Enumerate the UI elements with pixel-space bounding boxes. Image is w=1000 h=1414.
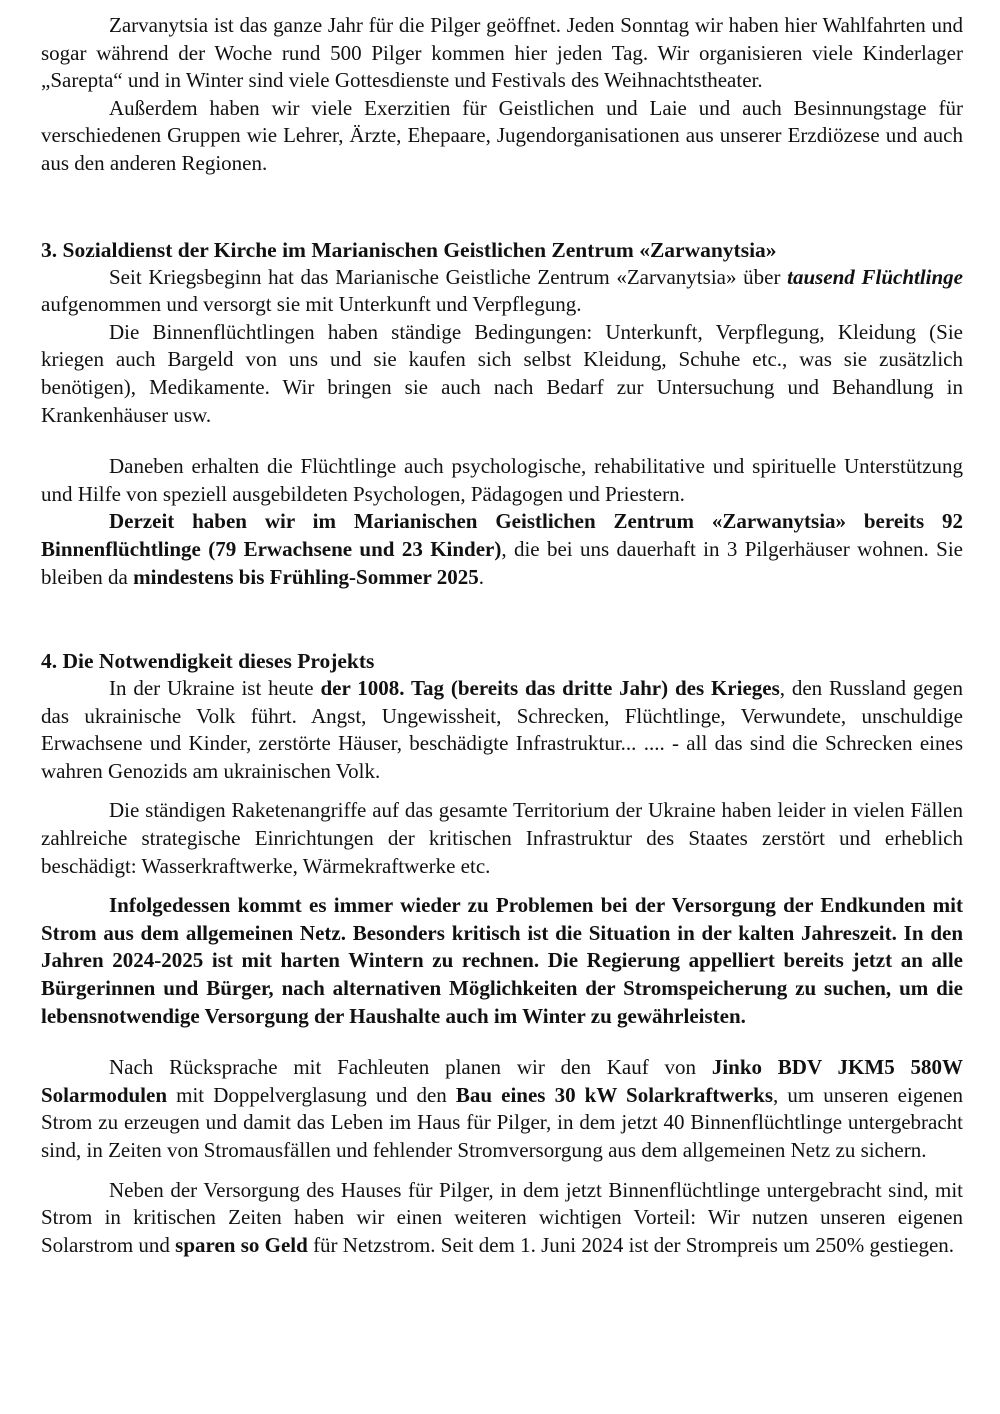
spacer [41, 1165, 963, 1177]
section-3-paragraph-4 [41, 508, 963, 591]
section-4-paragraph-4 [41, 1054, 963, 1164]
section-4-paragraph-1 [41, 675, 963, 785]
emphasis-text: tausend Flüchtlinge [787, 264, 963, 289]
text-run: aufgenommen und versorgt sie mit Unterkunft und Verpflegung. [41, 292, 582, 317]
text-run: , um unseren eigenen Strom zu erzeugen und damit das Leben im Haus für Pilger, in dem jetzt 40 Binnenflüchtlinge untergebracht sind, in Zeiten von Stromausfällen und fehlender Stromversorgung aus dem allgemeinen Netz zu sichern. [41, 1082, 963, 1162]
text-run: In der Ukraine ist heute [109, 676, 321, 701]
bold-text: mindestens bis Frühling-Sommer 2025 [133, 564, 479, 589]
text-run: Nach Rücksprache mit Fachleuten planen wir den Kauf von [109, 1055, 712, 1080]
text-run: mit Doppelverglasung und den [167, 1082, 456, 1107]
intro-paragraph-2: Außerdem haben wir viele Exerzitien für Geistlichen und Laie und auch Besinnungstage für verschiedenen Gruppen wie Lehrer, Ärzte, Ehepaare, Jugendorganisationen aus unserer Erzdiözese und auch aus den anderen Regionen. [41, 95, 963, 175]
spacer [41, 178, 963, 236]
section-4-paragraph-3: Infolgedessen kommt es immer wieder zu Problemen bei der Versorgung der Endkunden mit Strom aus dem allgemeinen Netz. Besonders kritisch ist die Situation in der kalten Jahreszeit. In den Jahren 2024-2025 ist mit harten Wintern zu rechnen. Die Regierung appelliert bereits jetzt an alle Bürgerinnen und Bürger, nach alternativen Möglichkeiten der Stromspeicherung zu suchen, um die lebensnotwendige Versorgung der Haushalte auch im Winter zu gewährleisten. [41, 893, 963, 1028]
spacer [41, 785, 963, 797]
text-run: Seit Kriegsbeginn hat das Marianische Geistliche Zentrum «Zarvanytsia» über [109, 264, 788, 289]
section-4-paragraph-2: Die ständigen Raketenangriffe auf das gesamte Territorium der Ukraine haben leider in vielen Fällen zahlreiche strategische Einrichtungen der kritischen Infrastruktur des Staates zerstört und erheblich beschädigt: Wasserkraftwerke, Wärmekraftwerke etc. [41, 798, 963, 878]
text-run: , die bei uns dauerhaft in 3 Pilgerhäuser wohnen. Sie bleiben da [41, 536, 963, 589]
bold-text: Derzeit haben wir im Marianischen Geistlichen Zentrum «Zarwanytsia» bereits 92 Binnenflüchtlinge (79 Erwachsene und 23 Kinder) [41, 509, 963, 561]
bold-text: Bau eines 30 kW Solarkraftwerks [455, 1082, 774, 1107]
bold-text: der 1008. Tag (bereits das dritte Jahr) des Krieges [320, 676, 780, 701]
intro-paragraph-1: Zarvanytsia ist das ganze Jahr für die Pilger geöffnet. Jeden Sonntag wir haben hier Wahlfahrten und sogar während der Woche rund 500 Pilger kommen hier jeden Tag. Wir organisieren viele Kinderlager „Sarepta“ und in Winter sind viele Gottesdienste und Festivals des Weihnachtstheater. [41, 13, 963, 93]
text-run: , den Russland gegen das ukrainische Volk führt. Angst, Ungewissheit, Schrecken, Flüchtlinge, Verwundete, unschuldige Erwachsene und Kinder, zerstörte Häuser, beschädigte Infrastruktur... .... - all das sind die Schrecken eines wahren Genozids am ukrainischen Volk. [41, 676, 963, 783]
section-3-paragraph-3: Daneben erhalten die Flüchtlinge auch psychologische, rehabilitative und spirituelle Unterstützung und Hilfe von speziell ausgebildeten Psychologen, Pädagogen und Priestern. [41, 454, 963, 506]
bold-text: sparen so Geld [175, 1232, 308, 1257]
section-3-paragraph-2: Die Binnenflüchtlingen haben ständige Bedingungen: Unterkunft, Verpflegung, Kleidung (Sie kriegen auch Bargeld von uns und sie kaufen sich selbst Kleidung, Schuhe etc., was sie zusätzlich benötigen), Medikamente. Wir bringen sie auch nach Bedarf zur Untersuchung und Behandlung in Krankenhäuser usw. [41, 319, 963, 427]
section-4-heading: 4. Die Notwendigkeit dieses Projekts [41, 649, 375, 674]
spacer [41, 429, 963, 453]
document-page [41, 12, 963, 1259]
section-3-heading: 3. Sozialdienst der Kirche im Marianischen Geistlichen Zentrum «Zarwanytsia» [41, 237, 777, 262]
text-run: . [478, 564, 484, 589]
section-4-paragraph-5 [41, 1177, 963, 1260]
section-3-paragraph-1 [41, 264, 963, 319]
spacer [41, 591, 963, 647]
bold-text: Jinko BDV JKM5 580W Solarmodulen [41, 1055, 963, 1107]
text-run: für Netzstrom. Seit dem 1. Juni 2024 ist der Strompreis um 250% gestiegen. [307, 1232, 955, 1257]
spacer [41, 880, 963, 892]
spacer [41, 1030, 963, 1054]
text-run: Neben der Versorgung des Hauses für Pilger, in dem jetzt Binnenflüchtlinge untergebracht sind, mit Strom in kritischen Zeiten haben wir einen weiteren wichtigen Vorteil: Wir nutzen unseren eigenen Solarstrom und [41, 1177, 963, 1257]
